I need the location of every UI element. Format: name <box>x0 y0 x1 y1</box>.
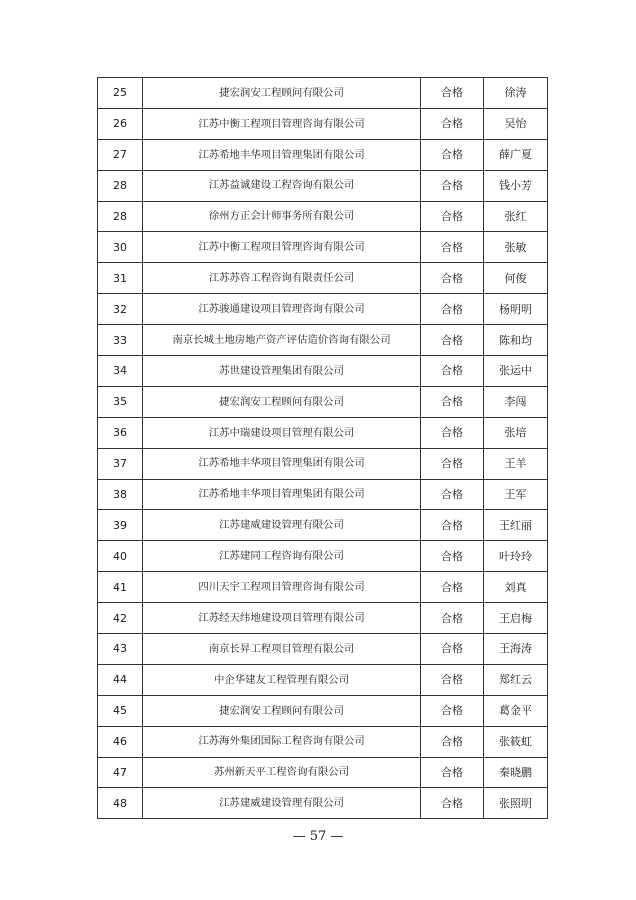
table-body <box>98 78 548 819</box>
row-number: 43 <box>98 634 143 665</box>
person-name: 何俊 <box>484 263 548 294</box>
person-name: 张敏 <box>484 232 548 263</box>
table-row <box>98 386 548 417</box>
result-cell: 合格 <box>421 417 484 448</box>
table-row <box>98 356 548 387</box>
table-row <box>98 726 548 757</box>
result-cell: 合格 <box>421 603 484 634</box>
row-number: 25 <box>98 78 143 109</box>
result-cell: 合格 <box>421 757 484 788</box>
person-name: 郑红云 <box>484 664 548 695</box>
result-cell: 合格 <box>421 356 484 387</box>
result-cell: 合格 <box>421 232 484 263</box>
person-name: 李闯 <box>484 386 548 417</box>
person-name: 张照明 <box>484 788 548 819</box>
person-name: 吴怡 <box>484 108 548 139</box>
row-number: 37 <box>98 448 143 479</box>
result-cell: 合格 <box>421 572 484 603</box>
result-cell: 合格 <box>421 510 484 541</box>
table-row <box>98 417 548 448</box>
company-name: 江苏中衡工程项目管理咨询有限公司 <box>143 108 421 139</box>
table-row <box>98 263 548 294</box>
person-name: 张培 <box>484 417 548 448</box>
table-row <box>98 757 548 788</box>
company-name: 江苏骏通建设项目管理咨询有限公司 <box>143 294 421 325</box>
results-table <box>97 77 548 819</box>
table-row <box>98 108 548 139</box>
table-row <box>98 294 548 325</box>
table-row <box>98 541 548 572</box>
row-number: 45 <box>98 695 143 726</box>
company-name: 苏州新天平工程咨询有限公司 <box>143 757 421 788</box>
person-name: 王海涛 <box>484 634 548 665</box>
person-name: 王红丽 <box>484 510 548 541</box>
row-number: 28 <box>98 201 143 232</box>
table-row <box>98 139 548 170</box>
table-row <box>98 479 548 510</box>
result-cell: 合格 <box>421 263 484 294</box>
company-name: 江苏建威建设管理有限公司 <box>143 788 421 819</box>
row-number: 41 <box>98 572 143 603</box>
company-name: 捷宏润安工程顾问有限公司 <box>143 78 421 109</box>
table-row <box>98 201 548 232</box>
person-name: 陈和均 <box>484 325 548 356</box>
person-name: 王军 <box>484 479 548 510</box>
row-number: 31 <box>98 263 143 294</box>
company-name: 江苏希地丰华项目管理集团有限公司 <box>143 139 421 170</box>
company-name: 江苏海外集团国际工程咨询有限公司 <box>143 726 421 757</box>
result-cell: 合格 <box>421 788 484 819</box>
person-name: 张筱虹 <box>484 726 548 757</box>
table-row <box>98 232 548 263</box>
row-number: 44 <box>98 664 143 695</box>
result-cell: 合格 <box>421 294 484 325</box>
table-row <box>98 634 548 665</box>
company-name: 南京长昇工程项目管理有限公司 <box>143 634 421 665</box>
result-cell: 合格 <box>421 201 484 232</box>
result-cell: 合格 <box>421 139 484 170</box>
page-number: — 57 — <box>292 829 344 844</box>
result-cell: 合格 <box>421 695 484 726</box>
person-name: 刘真 <box>484 572 548 603</box>
row-number: 35 <box>98 386 143 417</box>
company-name: 江苏建同工程咨询有限公司 <box>143 541 421 572</box>
table-row <box>98 325 548 356</box>
person-name: 杨明明 <box>484 294 548 325</box>
result-cell: 合格 <box>421 325 484 356</box>
result-cell: 合格 <box>421 170 484 201</box>
company-name: 南京长城土地房地产资产评估造价咨询有限公司 <box>143 325 421 356</box>
table-row <box>98 603 548 634</box>
company-name: 江苏中衡工程项目管理咨询有限公司 <box>143 232 421 263</box>
row-number: 40 <box>98 541 143 572</box>
person-name: 张红 <box>484 201 548 232</box>
result-cell: 合格 <box>421 634 484 665</box>
result-cell: 合格 <box>421 479 484 510</box>
person-name: 葛金平 <box>484 695 548 726</box>
row-number: 26 <box>98 108 143 139</box>
row-number: 30 <box>98 232 143 263</box>
row-number: 33 <box>98 325 143 356</box>
person-name: 薛广夏 <box>484 139 548 170</box>
table-row <box>98 572 548 603</box>
company-name: 苏世建设管理集团有限公司 <box>143 356 421 387</box>
company-name: 江苏益诚建设工程咨询有限公司 <box>143 170 421 201</box>
company-name: 捷宏润安工程顾问有限公司 <box>143 695 421 726</box>
row-number: 39 <box>98 510 143 541</box>
person-name: 叶玲玲 <box>484 541 548 572</box>
table-row <box>98 78 548 109</box>
table-row <box>98 695 548 726</box>
person-name: 王羊 <box>484 448 548 479</box>
table-row <box>98 664 548 695</box>
result-cell: 合格 <box>421 664 484 695</box>
result-cell: 合格 <box>421 541 484 572</box>
row-number: 28 <box>98 170 143 201</box>
company-name: 四川天宇工程项目管理咨询有限公司 <box>143 572 421 603</box>
row-number: 47 <box>98 757 143 788</box>
company-name: 江苏希地丰华项目管理集团有限公司 <box>143 479 421 510</box>
row-number: 36 <box>98 417 143 448</box>
company-name: 江苏经天纬地建设项目管理有限公司 <box>143 603 421 634</box>
company-name: 江苏希地丰华项目管理集团有限公司 <box>143 448 421 479</box>
company-name: 江苏中瑞建设项目管理有限公司 <box>143 417 421 448</box>
row-number: 46 <box>98 726 143 757</box>
table-row <box>98 788 548 819</box>
company-name: 中企华建友工程管理有限公司 <box>143 664 421 695</box>
person-name: 张运中 <box>484 356 548 387</box>
company-name: 江苏苏咨工程咨询有限责任公司 <box>143 263 421 294</box>
table-row <box>98 510 548 541</box>
row-number: 48 <box>98 788 143 819</box>
table-row <box>98 170 548 201</box>
result-cell: 合格 <box>421 108 484 139</box>
result-cell: 合格 <box>421 726 484 757</box>
row-number: 27 <box>98 139 143 170</box>
person-name: 王启梅 <box>484 603 548 634</box>
row-number: 38 <box>98 479 143 510</box>
row-number: 32 <box>98 294 143 325</box>
person-name: 钱小芳 <box>484 170 548 201</box>
person-name: 秦晓鹏 <box>484 757 548 788</box>
company-name: 捷宏润安工程顾问有限公司 <box>143 386 421 417</box>
person-name: 徐涛 <box>484 78 548 109</box>
row-number: 34 <box>98 356 143 387</box>
company-name: 江苏建威建设管理有限公司 <box>143 510 421 541</box>
result-cell: 合格 <box>421 448 484 479</box>
company-name: 徐州方正会计师事务所有限公司 <box>143 201 421 232</box>
row-number: 42 <box>98 603 143 634</box>
result-cell: 合格 <box>421 78 484 109</box>
result-cell: 合格 <box>421 386 484 417</box>
table-row <box>98 448 548 479</box>
